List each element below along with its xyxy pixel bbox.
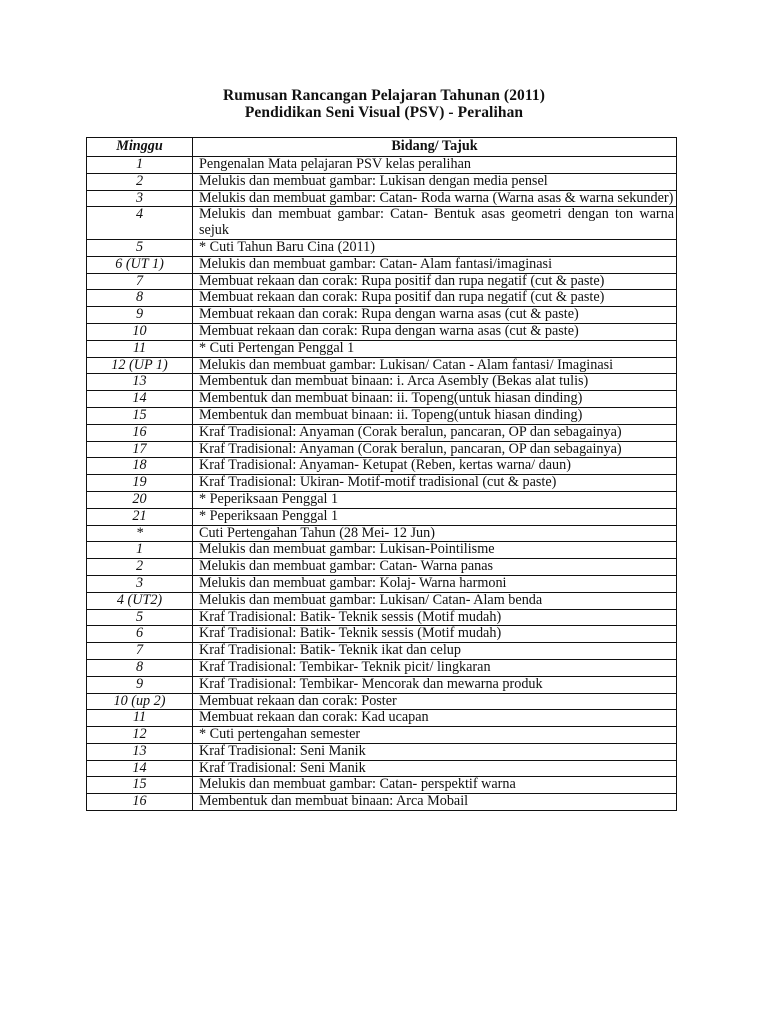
table-header-row (87, 138, 677, 157)
topic-cell: Membentuk dan membuat binaan: i. Arca Asembly (Bekas alat tulis) (193, 374, 677, 391)
table-row (87, 777, 677, 794)
table-row (87, 173, 677, 190)
week-cell: 6 (UT 1) (87, 256, 193, 273)
topic-cell: Membentuk dan membuat binaan: ii. Topeng(untuk hiasan dinding) (193, 391, 677, 408)
week-cell: 14 (87, 760, 193, 777)
table-row (87, 407, 677, 424)
week-cell: 7 (87, 273, 193, 290)
week-cell: 16 (87, 794, 193, 811)
table-row (87, 458, 677, 475)
week-cell: 19 (87, 475, 193, 492)
week-cell: 12 (UP 1) (87, 357, 193, 374)
week-cell: 16 (87, 424, 193, 441)
week-cell: 13 (87, 374, 193, 391)
topic-cell: Kraf Tradisional: Ukiran- Motif-motif tradisional (cut & paste) (193, 475, 677, 492)
table-row (87, 794, 677, 811)
topic-cell: Melukis dan membuat gambar: Lukisan/ Catan - Alam fantasi/ Imaginasi (193, 357, 677, 374)
table-row (87, 391, 677, 408)
topic-cell: Melukis dan membuat gambar: Catan- Alam fantasi/imaginasi (193, 256, 677, 273)
week-cell: 2 (87, 173, 193, 190)
header-week: Minggu (87, 138, 193, 157)
title-line-1: Rumusan Rancangan Pelajaran Tahunan (2011) (222, 87, 546, 104)
week-cell: 15 (87, 777, 193, 794)
topic-cell: Melukis dan membuat gambar: Lukisan/ Catan- Alam benda (193, 592, 677, 609)
topic-cell: Cuti Pertengahan Tahun (28 Mei- 12 Jun) (193, 525, 677, 542)
topic-cell: Kraf Tradisional: Batik- Teknik sessis (Motif mudah) (193, 626, 677, 643)
topic-cell: Kraf Tradisional: Batik- Teknik ikat dan celup (193, 643, 677, 660)
header-topic: Bidang/ Tajuk (193, 138, 677, 157)
table-row (87, 659, 677, 676)
topic-cell: Membentuk dan membuat binaan: Arca Mobail (193, 794, 677, 811)
table-row (87, 323, 677, 340)
table-row (87, 542, 677, 559)
table-row (87, 256, 677, 273)
table-row (87, 575, 677, 592)
table-row (87, 643, 677, 660)
week-cell: 3 (87, 190, 193, 207)
table-row (87, 357, 677, 374)
table-row (87, 290, 677, 307)
topic-cell: Melukis dan membuat gambar: Lukisan dengan media pensel (193, 173, 677, 190)
week-cell: 9 (87, 307, 193, 324)
table-row (87, 190, 677, 207)
topic-cell: Membuat rekaan dan corak: Rupa dengan warna asas (cut & paste) (193, 307, 677, 324)
week-cell: 8 (87, 290, 193, 307)
table-row (87, 508, 677, 525)
topic-cell: Melukis dan membuat gambar: Catan- Roda warna (Warna asas & warna sekunder) (193, 190, 677, 207)
topic-cell: Pengenalan Mata pelajaran PSV kelas peralihan (193, 157, 677, 174)
table-row (87, 207, 677, 240)
table-row (87, 491, 677, 508)
table-row (87, 592, 677, 609)
table-row (87, 374, 677, 391)
topic-cell: Melukis dan membuat gambar: Kolaj- Warna harmoni (193, 575, 677, 592)
topic-cell: Kraf Tradisional: Seni Manik (193, 743, 677, 760)
topic-cell: Kraf Tradisional: Anyaman- Ketupat (Reben, kertas warna/ daun) (193, 458, 677, 475)
topic-cell: Kraf Tradisional: Tembikar- Mencorak dan mewarna produk (193, 676, 677, 693)
topic-cell: Membuat rekaan dan corak: Rupa positif dan rupa negatif (cut & paste) (193, 273, 677, 290)
topic-cell: Kraf Tradisional: Anyaman (Corak beralun, pancaran, OP dan sebagainya) (193, 441, 677, 458)
week-cell: 6 (87, 626, 193, 643)
week-cell: 7 (87, 643, 193, 660)
week-cell: 11 (87, 710, 193, 727)
table-row (87, 239, 677, 256)
topic-cell: Kraf Tradisional: Tembikar- Teknik picit/ lingkaran (193, 659, 677, 676)
topic-cell: * Peperiksaan Penggal 1 (193, 491, 677, 508)
table-row (87, 760, 677, 777)
table-row (87, 340, 677, 357)
topic-cell: Melukis dan membuat gambar: Catan- Bentuk asas geometri dengan ton warna sejuk (193, 207, 677, 240)
table-body (87, 157, 677, 811)
week-cell: 10 (up 2) (87, 693, 193, 710)
topic-cell: Kraf Tradisional: Batik- Teknik sessis (Motif mudah) (193, 609, 677, 626)
topic-cell: * Cuti pertengahan semester (193, 727, 677, 744)
table-row (87, 727, 677, 744)
table-row (87, 743, 677, 760)
table-row (87, 559, 677, 576)
table-row (87, 609, 677, 626)
week-cell: 20 (87, 491, 193, 508)
table-row (87, 157, 677, 174)
topic-cell: Melukis dan membuat gambar: Lukisan-Pointilisme (193, 542, 677, 559)
topic-cell: Membuat rekaan dan corak: Rupa positif dan rupa negatif (cut & paste) (193, 290, 677, 307)
week-cell: 14 (87, 391, 193, 408)
topic-cell: Membentuk dan membuat binaan: ii. Topeng(untuk hiasan dinding) (193, 407, 677, 424)
table-row (87, 307, 677, 324)
table-row (87, 710, 677, 727)
table-row (87, 626, 677, 643)
week-cell: * (87, 525, 193, 542)
week-cell: 9 (87, 676, 193, 693)
topic-cell: * Cuti Pertengan Penggal 1 (193, 340, 677, 357)
week-cell: 21 (87, 508, 193, 525)
week-cell: 4 (UT2) (87, 592, 193, 609)
title-line-2: Pendidikan Seni Visual (PSV) - Peralihan (244, 104, 524, 121)
table-row (87, 525, 677, 542)
table-row (87, 441, 677, 458)
week-cell: 15 (87, 407, 193, 424)
week-cell: 1 (87, 157, 193, 174)
week-cell: 2 (87, 559, 193, 576)
week-cell: 3 (87, 575, 193, 592)
table-row (87, 693, 677, 710)
table-row (87, 475, 677, 492)
topic-cell: Kraf Tradisional: Anyaman (Corak beralun, pancaran, OP dan sebagainya) (193, 424, 677, 441)
table-row (87, 676, 677, 693)
week-cell: 10 (87, 323, 193, 340)
week-cell: 12 (87, 727, 193, 744)
topic-cell: Kraf Tradisional: Seni Manik (193, 760, 677, 777)
topic-cell: Membuat rekaan dan corak: Rupa dengan warna asas (cut & paste) (193, 323, 677, 340)
week-cell: 5 (87, 239, 193, 256)
week-cell: 13 (87, 743, 193, 760)
topic-cell: Melukis dan membuat gambar: Catan- Warna panas (193, 559, 677, 576)
week-cell: 1 (87, 542, 193, 559)
topic-cell: * Cuti Tahun Baru Cina (2011) (193, 239, 677, 256)
topic-cell: Membuat rekaan dan corak: Kad ucapan (193, 710, 677, 727)
week-cell: 11 (87, 340, 193, 357)
week-cell: 8 (87, 659, 193, 676)
lesson-plan-table (86, 137, 677, 811)
document-title (0, 87, 768, 121)
table-row (87, 424, 677, 441)
week-cell: 17 (87, 441, 193, 458)
week-cell: 18 (87, 458, 193, 475)
week-cell: 4 (87, 207, 193, 240)
topic-cell: Membuat rekaan dan corak: Poster (193, 693, 677, 710)
topic-cell: Melukis dan membuat gambar: Catan- perspektif warna (193, 777, 677, 794)
week-cell: 5 (87, 609, 193, 626)
table-row (87, 273, 677, 290)
topic-cell: * Peperiksaan Penggal 1 (193, 508, 677, 525)
